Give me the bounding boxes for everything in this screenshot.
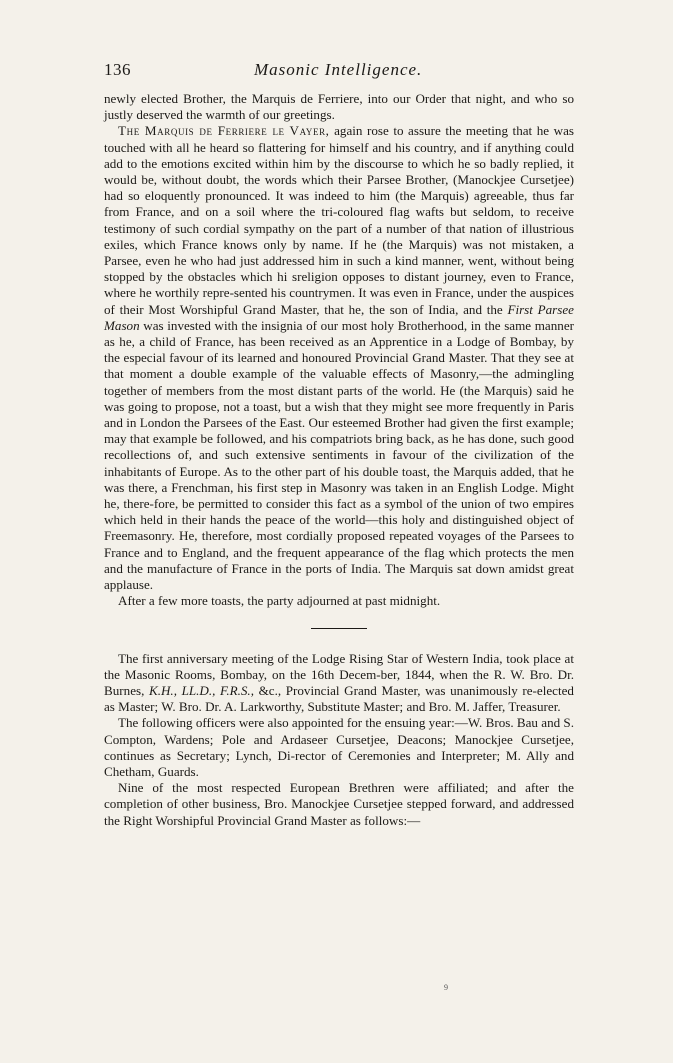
paragraph-continuation: newly elected Brother, the Marquis de Ferriere, into our Order that night, and who so justly deserved the warmth of our greetings.: [104, 91, 574, 123]
paragraph-anniversary: The first anniversary meeting of the Lodge Rising Star of Western India, took place at the Masonic Rooms, Bombay, on the 16th Decem-ber, 1844, when the R. W. Bro. Dr. Burnes, K.H., LL.D., F.R.S., &c., Provincial Grand Master, was unanimously re-elected as Master; W. Bro. Dr. A. Larkworthy, Substitute Master; and Bro. M. Jaffer, Treasurer.: [104, 650, 574, 715]
printer-mark: 9: [444, 983, 448, 992]
page-header: [104, 60, 574, 84]
paragraph-adjournment: After a few more toasts, the party adjourned at past midnight.: [118, 593, 441, 609]
paragraph-marquis-reply: The Marquis de Ferriere le Vayer, again rose to assure the meeting that he was touched with all he heard so flattering for himself and his country, and if anything could add to the emotions excited within him by the discourse to which he so badly replied, it would be, without doubt, the words which their Parsee Brother, (Manockjee Cursetjee) had so eloquently pronounced. It was indeed to him (the Marquis) agreeable, thus far from France, and on a soil where the tri-coloured flag wafts but seldom, to receive testimony of such cordial sympathy on the part of a number of that nation of illustrious exiles, which France knows only by name. If he (the Marquis) was not mistaken, a Parsee, even he who had just addressed him in such a kind manner, went, without being stopped by the obstacles which hi sreligion opposes to distant journey, even to France, where he worthily repre-sented his countrymen. It was even in France, under the auspices of their Most Worshipful Grand Master, that he, the son of India, and the First Parsee Mason was invested with the insignia of our most holy Brotherhood, in the same manner as he, a child of France, has been received as an Apprentice in a Lodge of Bombay, by the especial favour of its learned and honoured Provincial Grand Master. That they see at that moment a double example of the valuable effects of Masonry,—the admingling together of members from the most distant parts of the world. He (the Marquis) said he was going to propose, not a toast, but a wish that they might see more frequently in Paris and in London the Parsees of the East. Our esteemed Brother had given the first example; may that example be followed, and his compatriots bring back, as he has done, such good recollections of, and such extensive sentiments in favour of the civilization of the inhabitants of Europe. As to the other part of his double toast, the Marquis added, that he was there, a Frenchman, his first step in Masonry was taken in an English Lodge. Might he, there-fore, be permitted to consider this fact as a symbol of the union of two empires which held in their hands the peace of the world—this holy and distinguished object of Freemasonry. He, therefore, most cordially proposed repeated voyages of the Parsees to France and to England, and the frequent appearance of the flag which protects the men and the manufacture of France in the ports of India. The Marquis sat down amidst great applause.: [104, 123, 574, 593]
honours-italic: K.H., LL.D., F.R.S.,: [148, 682, 254, 698]
running-title: Masonic Intelligence.: [254, 60, 423, 79]
page-number: 136: [104, 60, 131, 79]
paragraph-officers: The following officers were also appointed for the ensuing year:—W. Bros. Bau and S. Compton, Wardens; Pole and Ardaseer Cursetjee, Deacons; Manockjee Cursetjee, continues as Secretary; Lynch, Di-rector of Ceremonies and Interpreter; M. Ally and Chetham, Guards.: [104, 715, 574, 779]
italic-phrase: First Parsee Mason: [104, 301, 574, 333]
paragraph-affiliation: Nine of the most respected European Brethren were affiliated; and after the completion of other business, Bro. Manockjee Cursetjee stepped forward, and addressed the Right Worshipful Provincial Grand Master as follows:—: [104, 780, 574, 828]
article-body: [104, 91, 574, 829]
speaker-name: The Marquis de Ferriere le Vayer,: [118, 123, 330, 139]
section-divider: [311, 628, 367, 629]
